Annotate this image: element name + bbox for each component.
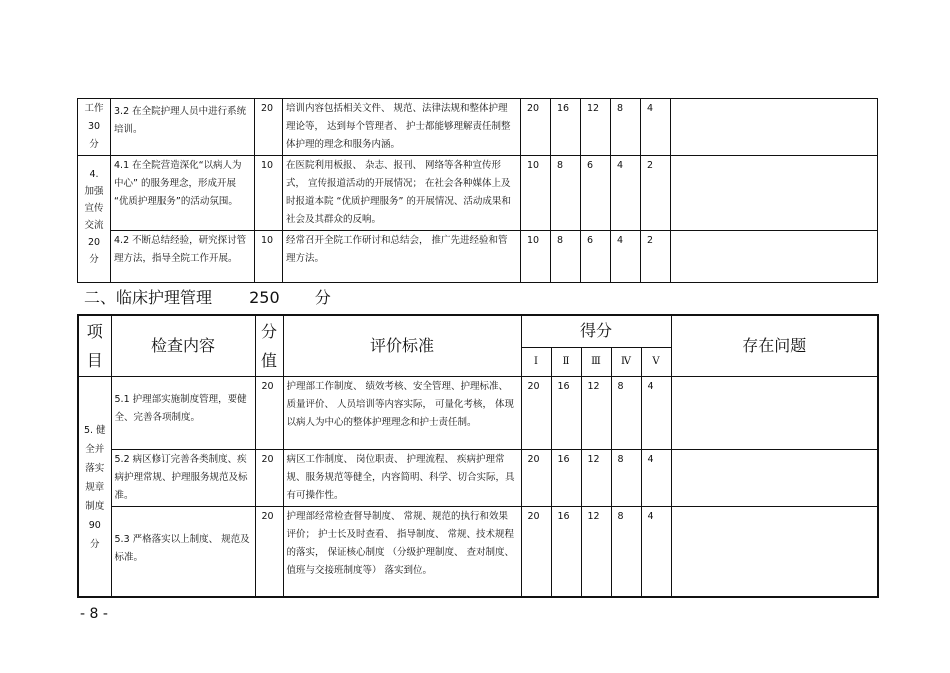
grade-1-cell: 20 bbox=[521, 450, 551, 507]
header-grade-5: Ⅴ bbox=[641, 347, 671, 376]
criteria-cell: 经常召开全院工作研讨和总结会， 推广先进经验和管理方法。 bbox=[283, 231, 521, 283]
table-row bbox=[78, 507, 878, 597]
section-heading bbox=[84, 287, 331, 309]
grade-2-cell: 16 bbox=[551, 99, 581, 156]
table-row bbox=[78, 231, 878, 283]
score-cell: 20 bbox=[255, 450, 283, 507]
criteria-cell: 培训内容包括相关文件、 规范、法律法规和整体护理理论等， 达到每个管理者、 护士都能够理解责任制整体护理的理念和服务内涵。 bbox=[283, 99, 521, 156]
section-title-text: 二、临床护理管理 bbox=[84, 288, 213, 307]
grade-1-cell: 20 bbox=[521, 377, 551, 450]
header-grade-2: Ⅱ bbox=[551, 347, 581, 376]
grade-1-cell: 10 bbox=[521, 156, 551, 231]
grade-2-cell: 8 bbox=[551, 231, 581, 283]
criteria-cell: 病区工作制度、 岗位职责、 护理流程、 疾病护理常规、服务规范等健全，内容简明、科学、切合实际，具有可操作性。 bbox=[283, 450, 521, 507]
header-score: 分 值 bbox=[255, 315, 283, 377]
header-grade: 得分 bbox=[521, 315, 671, 347]
grade-4-cell: 4 bbox=[611, 156, 641, 231]
grade-4-cell: 4 bbox=[611, 231, 641, 283]
header-criteria: 评价标准 bbox=[283, 315, 521, 377]
score-cell: 20 bbox=[255, 507, 283, 597]
grade-5-cell: 2 bbox=[641, 231, 671, 283]
grade-1-cell: 10 bbox=[521, 231, 551, 283]
grade-1-cell: 20 bbox=[521, 507, 551, 597]
content-cell: 3.2 在全院护理人员中进行系统培训。 bbox=[111, 99, 255, 156]
grade-5-cell: 4 bbox=[641, 507, 671, 597]
score-cell: 20 bbox=[255, 377, 283, 450]
grade-2-cell: 8 bbox=[551, 156, 581, 231]
evaluation-table-continued bbox=[77, 98, 878, 283]
grade-2-cell: 16 bbox=[551, 507, 581, 597]
content-cell: 5.2 病区修订完善各类制度、疾病护理常规、护理服务规范及标准。 bbox=[111, 450, 255, 507]
grade-5-cell: 2 bbox=[641, 156, 671, 231]
issue-cell[interactable] bbox=[671, 231, 878, 283]
section-points-unit: 分 bbox=[314, 288, 331, 307]
clinical-nursing-table bbox=[77, 314, 879, 598]
grade-1-cell: 20 bbox=[521, 99, 551, 156]
header-issue: 存在问题 bbox=[671, 315, 878, 377]
criteria-cell: 护理部经常检查督导制度、 常规、规范的执行和效果评价； 护士长及时查看、 指导制度、 常规、技术规程的落实， 保证核心制度 （分级护理制度、 查对制度、 值班与交接班制度等） 落实到位。 bbox=[283, 507, 521, 597]
score-cell: 20 bbox=[255, 99, 283, 156]
content-cell: 4.1 在全院营造深化“以病人为中心” 的服务理念，形成开展 “优质护理服务”的活动氛围。 bbox=[111, 156, 255, 231]
table-row bbox=[78, 156, 878, 231]
grade-3-cell: 12 bbox=[581, 450, 611, 507]
header-row bbox=[78, 315, 878, 347]
grade-3-cell: 6 bbox=[581, 231, 611, 283]
header-project: 项 目 bbox=[78, 315, 111, 377]
page-number: - 8 - bbox=[80, 606, 108, 622]
grade-4-cell: 8 bbox=[611, 507, 641, 597]
grade-4-cell: 8 bbox=[611, 450, 641, 507]
grade-5-cell: 4 bbox=[641, 377, 671, 450]
table-row bbox=[78, 377, 878, 450]
issue-cell[interactable] bbox=[671, 99, 878, 156]
grade-3-cell: 6 bbox=[581, 156, 611, 231]
header-grade-1: Ⅰ bbox=[521, 347, 551, 376]
grade-2-cell: 16 bbox=[551, 450, 581, 507]
grade-3-cell: 12 bbox=[581, 507, 611, 597]
grade-4-cell: 8 bbox=[611, 377, 641, 450]
table-row bbox=[78, 450, 878, 507]
section-points: 250 bbox=[249, 288, 280, 307]
content-cell: 5.1 护理部实施制度管理，要健全、完善各项制度。 bbox=[111, 377, 255, 450]
grade-5-cell: 4 bbox=[641, 450, 671, 507]
score-cell: 10 bbox=[255, 156, 283, 231]
issue-cell[interactable] bbox=[671, 507, 878, 597]
content-cell: 4.2 不断总结经验，研究探讨管理方法，指导全院工作开展。 bbox=[111, 231, 255, 283]
project-cell: 5. 健 全并 落实 规章 制度 90 分 bbox=[78, 377, 111, 597]
issue-cell[interactable] bbox=[671, 450, 878, 507]
header-grade-3: Ⅲ bbox=[581, 347, 611, 376]
header-content: 检查内容 bbox=[111, 315, 255, 377]
project-cell: 4. 加强 宣传 交流 20 分 bbox=[78, 156, 111, 283]
grade-3-cell: 12 bbox=[581, 377, 611, 450]
header-grade-4: Ⅳ bbox=[611, 347, 641, 376]
grade-4-cell: 8 bbox=[611, 99, 641, 156]
criteria-cell: 在医院利用板报、 杂志、报刊、 网络等各种宣传形式， 宣传报道活动的开展情况； 在社会各种媒体上及时报道本院 “优质护理服务” 的开展情况、活动成果和社会及其群众的反响。 bbox=[283, 156, 521, 231]
issue-cell[interactable] bbox=[671, 156, 878, 231]
table-row bbox=[78, 99, 878, 156]
grade-5-cell: 4 bbox=[641, 99, 671, 156]
score-cell: 10 bbox=[255, 231, 283, 283]
grade-3-cell: 12 bbox=[581, 99, 611, 156]
content-cell: 5.3 严格落实以上制度、 规范及标准。 bbox=[111, 507, 255, 597]
issue-cell[interactable] bbox=[671, 377, 878, 450]
criteria-cell: 护理部工作制度、 绩效考核、安全管理、护理标准、 质量评价、 人员培训等内容实际， 可量化考核， 体现以病人为中心的整体护理理念和护士责任制。 bbox=[283, 377, 521, 450]
grade-2-cell: 16 bbox=[551, 377, 581, 450]
project-cell: 工作 30 分 bbox=[78, 99, 111, 156]
